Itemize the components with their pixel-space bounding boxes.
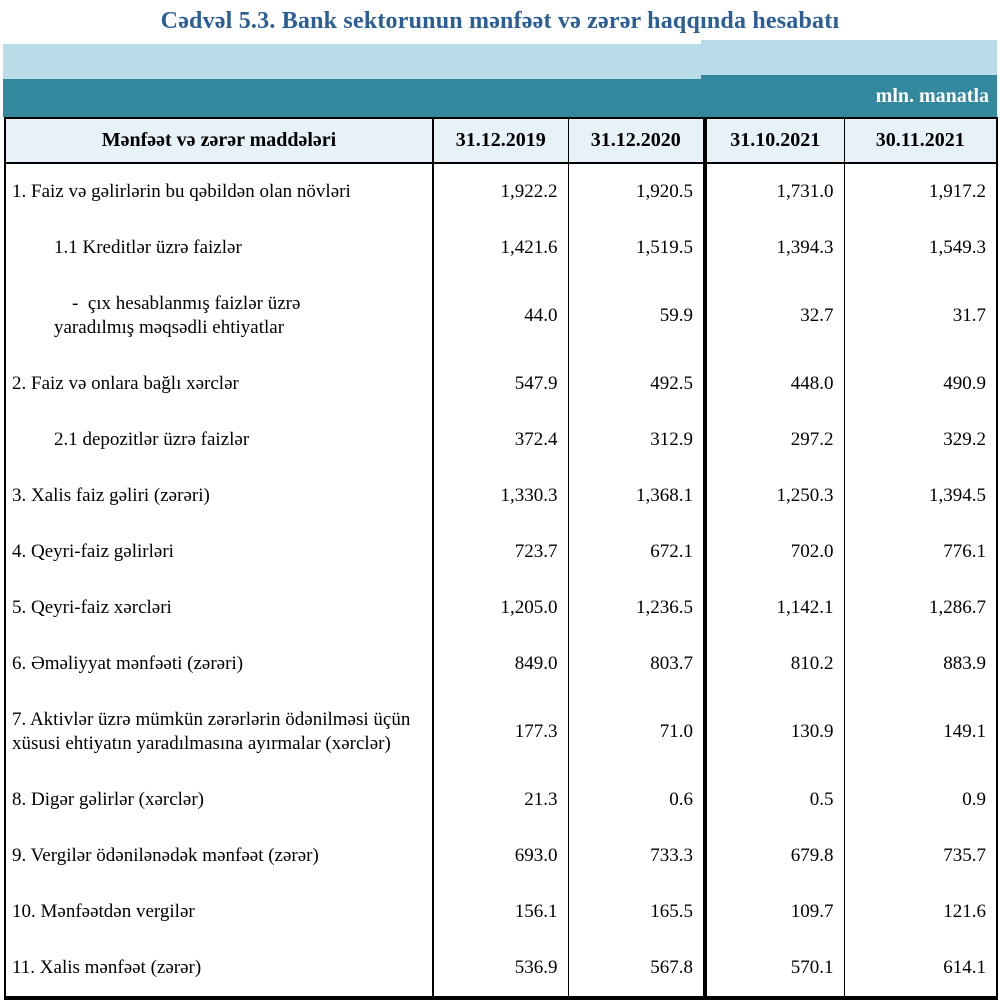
row-label (5, 468, 433, 524)
value-cell: 59.9 (568, 276, 705, 356)
page-title: Cədvəl 5.3. Bank sektorunun mənfəət və zərər haqqında hesabatı (160, 8, 840, 34)
row-label (5, 276, 433, 356)
value-cell: 177.3 (433, 692, 568, 772)
table-row (5, 884, 997, 940)
value-cell: 1,330.3 (433, 468, 568, 524)
value-cell: 536.9 (433, 940, 568, 998)
table-row (5, 468, 997, 524)
column-header-date-2: 31.12.2020 (568, 118, 705, 163)
report-page (0, 8, 1000, 1000)
row-label (5, 163, 433, 220)
table-row (5, 828, 997, 884)
value-cell: 702.0 (705, 524, 844, 580)
row-label (5, 580, 433, 636)
table-row (5, 276, 997, 356)
row-label-line: - çıx hesablanmış faizlər üzrə (72, 293, 301, 314)
band-light-right (701, 40, 997, 75)
value-cell: 1,142.1 (705, 580, 844, 636)
band-teal-right (701, 75, 997, 117)
value-cell: 672.1 (568, 524, 705, 580)
value-cell: 0.6 (568, 772, 705, 828)
value-cell: 567.8 (568, 940, 705, 998)
row-label (5, 940, 433, 998)
value-cell: 1,549.3 (929, 237, 986, 258)
row-label (5, 884, 433, 940)
row-label (5, 356, 433, 412)
value-cell: 31.7 (952, 305, 986, 326)
value-cell: 32.7 (705, 276, 844, 356)
row-label (5, 220, 433, 276)
row-label-line: 10. Mənfəətdən vergilər (12, 901, 195, 922)
value-cell: 1,731.0 (705, 163, 844, 220)
table-row (5, 220, 997, 276)
value-cell: 693.0 (433, 828, 568, 884)
row-label-line: 9. Vergilər ödənilənədək mənfəət (zərər) (12, 845, 319, 866)
value-cell: 149.1 (943, 721, 986, 742)
value-cell: 44.0 (433, 276, 568, 356)
value-cell: 21.3 (433, 772, 568, 828)
row-label (5, 692, 433, 772)
value-cell: 329.2 (943, 429, 986, 450)
table-row (5, 692, 997, 772)
row-label-line: yaradılmış məqsədli ehtiyatlar (54, 317, 285, 338)
value-cell: 883.9 (943, 653, 986, 674)
value-cell: 165.5 (568, 884, 705, 940)
value-cell: 1,920.5 (568, 163, 705, 220)
table-row (5, 772, 997, 828)
profit-loss-table (4, 117, 998, 1000)
value-cell: 0.5 (705, 772, 844, 828)
row-label-line: 7. Aktivlər üzrə mümkün zərərlərin ödənilməsi üçün xüsusi ehtiyatın yaradılmasına ayırmalar (xərclər) (12, 709, 411, 754)
row-label-line: 3. Xalis faiz gəliri (zərəri) (12, 485, 210, 506)
value-cell: 1,394.3 (705, 220, 844, 276)
value-cell: 372.4 (433, 412, 568, 468)
value-cell: 1,421.6 (433, 220, 568, 276)
value-cell: 570.1 (705, 940, 844, 998)
table-row (5, 580, 997, 636)
value-cell: 1,286.7 (929, 597, 986, 618)
value-cell: 0.9 (962, 789, 986, 810)
value-cell: 121.6 (943, 901, 986, 922)
header-bands (3, 44, 997, 117)
value-cell: 723.7 (433, 524, 568, 580)
row-label (5, 412, 433, 468)
table-row (5, 940, 997, 998)
value-cell: 1,236.5 (568, 580, 705, 636)
table-body (5, 163, 997, 998)
row-label-line: 6. Əməliyyat mənfəəti (zərəri) (12, 653, 244, 674)
row-label-line: 11. Xalis mənfəət (zərər) (12, 957, 202, 978)
header-bands-right (701, 40, 997, 117)
value-cell: 735.7 (943, 845, 986, 866)
value-cell: 130.9 (705, 692, 844, 772)
table-row (5, 636, 997, 692)
row-label-line: 4. Qeyri-faiz gəlirləri (12, 541, 174, 562)
value-cell: 810.2 (705, 636, 844, 692)
row-label-line: 2.1 depozitlər üzrə faizlər (54, 429, 250, 450)
value-cell: 1,519.5 (568, 220, 705, 276)
column-header-date-1: 31.12.2019 (433, 118, 568, 163)
value-cell: 448.0 (705, 356, 844, 412)
column-header-date-3: 31.10.2021 (705, 118, 844, 163)
value-cell: 614.1 (943, 957, 986, 978)
table-row (5, 412, 997, 468)
value-cell: 1,922.2 (433, 163, 568, 220)
row-label (5, 636, 433, 692)
value-cell: 312.9 (568, 412, 705, 468)
value-cell: 71.0 (568, 692, 705, 772)
value-cell: 109.7 (705, 884, 844, 940)
value-cell: 803.7 (568, 636, 705, 692)
header-row (5, 118, 997, 163)
table-row (5, 356, 997, 412)
value-cell: 297.2 (705, 412, 844, 468)
unit-label: mln. manatla (875, 84, 989, 107)
value-cell: 679.8 (705, 828, 844, 884)
row-label (5, 772, 433, 828)
value-cell: 156.1 (433, 884, 568, 940)
row-label-line: 8. Digər gəlirlər (xərclər) (12, 789, 205, 810)
table-row (5, 163, 997, 220)
table-row (5, 524, 997, 580)
value-cell: 1,205.0 (433, 580, 568, 636)
value-cell: 490.9 (943, 373, 986, 394)
value-cell: 1,250.3 (705, 468, 844, 524)
value-cell: 849.0 (433, 636, 568, 692)
row-label-line: 1. Faiz və gəlirlərin bu qəbildən olan növləri (12, 181, 351, 202)
column-header-items: Mənfəət və zərər maddələri (5, 118, 433, 163)
row-label-line: 1.1 Kreditlər üzrə faizlər (54, 237, 242, 258)
row-label (5, 828, 433, 884)
value-cell: 1,368.1 (568, 468, 705, 524)
row-label-line: 5. Qeyri-faiz xərcləri (12, 597, 172, 618)
value-cell: 1,917.2 (929, 181, 986, 202)
value-cell: 1,394.5 (929, 485, 986, 506)
value-cell: 547.9 (433, 356, 568, 412)
value-cell: 776.1 (943, 541, 986, 562)
value-cell: 492.5 (568, 356, 705, 412)
row-label-line: 2. Faiz və onlara bağlı xərclər (12, 373, 239, 394)
column-header-date-4: 30.11.2021 (844, 118, 997, 163)
row-label (5, 524, 433, 580)
value-cell: 733.3 (568, 828, 705, 884)
